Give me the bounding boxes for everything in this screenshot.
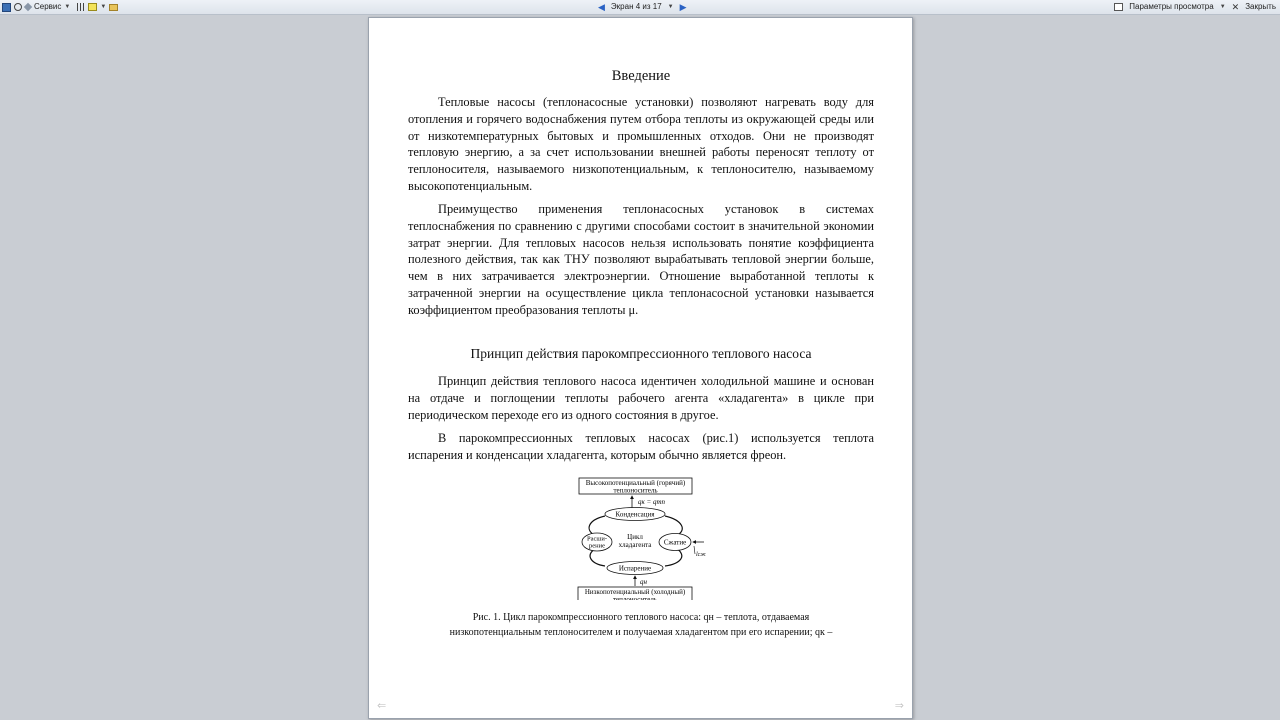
paragraph-4: В парокомпрессионных тепловых насосах (рис.1) используется теплота испарения и конденсации хладагента, которым обычно является фреон. — [408, 431, 874, 462]
tools-icon — [24, 3, 32, 11]
cycle-center-1: Цикл — [627, 533, 643, 541]
view-options-icon — [1114, 3, 1123, 11]
paragraph-3: Принцип действия теплового насоса идентичен холодильной машине и основан на отдаче и поглощении теплоты рабочего агента «хладагента» в цикле при периодическом переходе его из одного состояния в другое. — [408, 374, 874, 422]
close-button[interactable]: Закрыть — [1245, 2, 1276, 11]
paragraph-2: Преимущество применения теплонасосных установок в системах теплоснабжения по сравнению с другими способами состоит в значительной экономии затрат энергии. Для тепловых насосов нельзя использовать понятие коэффициента полезного действия, так как ТНУ позволяют вырабатывать тепловой энергии больше, чем в них затрачивается электроэнергии. Отношение выработанной теплоты к затраченной энергии на осуществление цикла теплонасосной установки называется коэффициентом преобразования теплоты μ. — [408, 202, 874, 317]
chevron-down-icon: ▼ — [667, 4, 674, 10]
highlight-icon[interactable] — [88, 3, 97, 11]
low-potential-line2: теплоноситель — [612, 595, 658, 600]
page-back-arrow-icon[interactable]: ⇐ — [377, 700, 387, 712]
work-input-tick — [694, 546, 695, 554]
service-menu[interactable]: Сервис — [34, 2, 62, 11]
cycle-center-2: хладагента — [618, 541, 652, 549]
figure-caption-line1: Рис. 1. Цикл парокомпрессионного теплового насоса: qн – теплота, отдаваемая — [472, 612, 810, 623]
work-input-label: lсж — [696, 552, 706, 558]
folder-icon[interactable] — [109, 4, 118, 11]
close-icon[interactable]: ✕ — [1231, 2, 1240, 12]
chevron-down-icon: ▼ — [1219, 4, 1226, 10]
expansion-label-2: рение — [589, 542, 605, 550]
high-potential-line1: Высокопотенциальный (горячий) — [585, 479, 686, 487]
previous-screen-button[interactable]: ◀ — [598, 2, 605, 12]
preview-toolbar — [0, 0, 1280, 15]
expansion-label-1: Расши- — [586, 535, 608, 543]
high-potential-line2: теплоноситель — [613, 486, 658, 495]
chevron-down-icon: ▼ — [100, 4, 107, 10]
compression-node — [659, 534, 691, 551]
evaporation-node — [607, 562, 663, 575]
compression-label: Сжатие — [663, 538, 687, 547]
page-forward-arrow-icon[interactable]: ⇒ — [894, 700, 904, 712]
low-potential-line1: Низкопотенциальный (холодный) — [584, 588, 686, 596]
heat-output-label: qк = qтп — [638, 498, 666, 506]
save-icon[interactable] — [2, 3, 11, 12]
condensation-node — [605, 508, 665, 521]
next-screen-button[interactable]: ▶ — [679, 2, 687, 12]
high-potential-box — [579, 478, 692, 495]
heading-principle: Принцип действия парокомпрессионного теплового насоса — [470, 346, 812, 361]
grid-icon[interactable] — [77, 3, 85, 11]
heat-input-label: qн — [640, 578, 647, 586]
magnifier-icon[interactable] — [14, 3, 22, 11]
condensation-label: Конденсация — [615, 510, 655, 519]
paragraph-1: Тепловые насосы (теплонасосные установки) позволяют нагревать воду для отопления и горячего водоснабжения путем отбора теплоты из окружающей среды или от низкотемпературных бытовых и промышленных отходов. Они не производят тепловую энергию, а за счет использовании внешней работы переносят теплоту от теплоносителя, называемого низкопотенциальным, к теплоносителю, называемому высокопотенциальным. — [408, 95, 874, 193]
expansion-node — [582, 533, 612, 551]
document-page — [368, 17, 913, 719]
cycle-arc-upper-right — [665, 516, 682, 536]
low-potential-box — [578, 587, 692, 600]
evaporation-label: Испарение — [618, 564, 652, 573]
screen-indicator[interactable]: Экран 4 из 17 — [610, 2, 662, 11]
figure-caption-line2: низкопотенциальным теплоносителем и получаемая хладагентом при его испарении; qк – — [449, 627, 833, 638]
view-options-menu[interactable]: Параметры просмотра — [1129, 2, 1214, 11]
chevron-down-icon: ▼ — [64, 4, 71, 10]
figure-heat-pump-cycle — [408, 476, 874, 600]
heading-introduction: Введение — [611, 68, 671, 84]
